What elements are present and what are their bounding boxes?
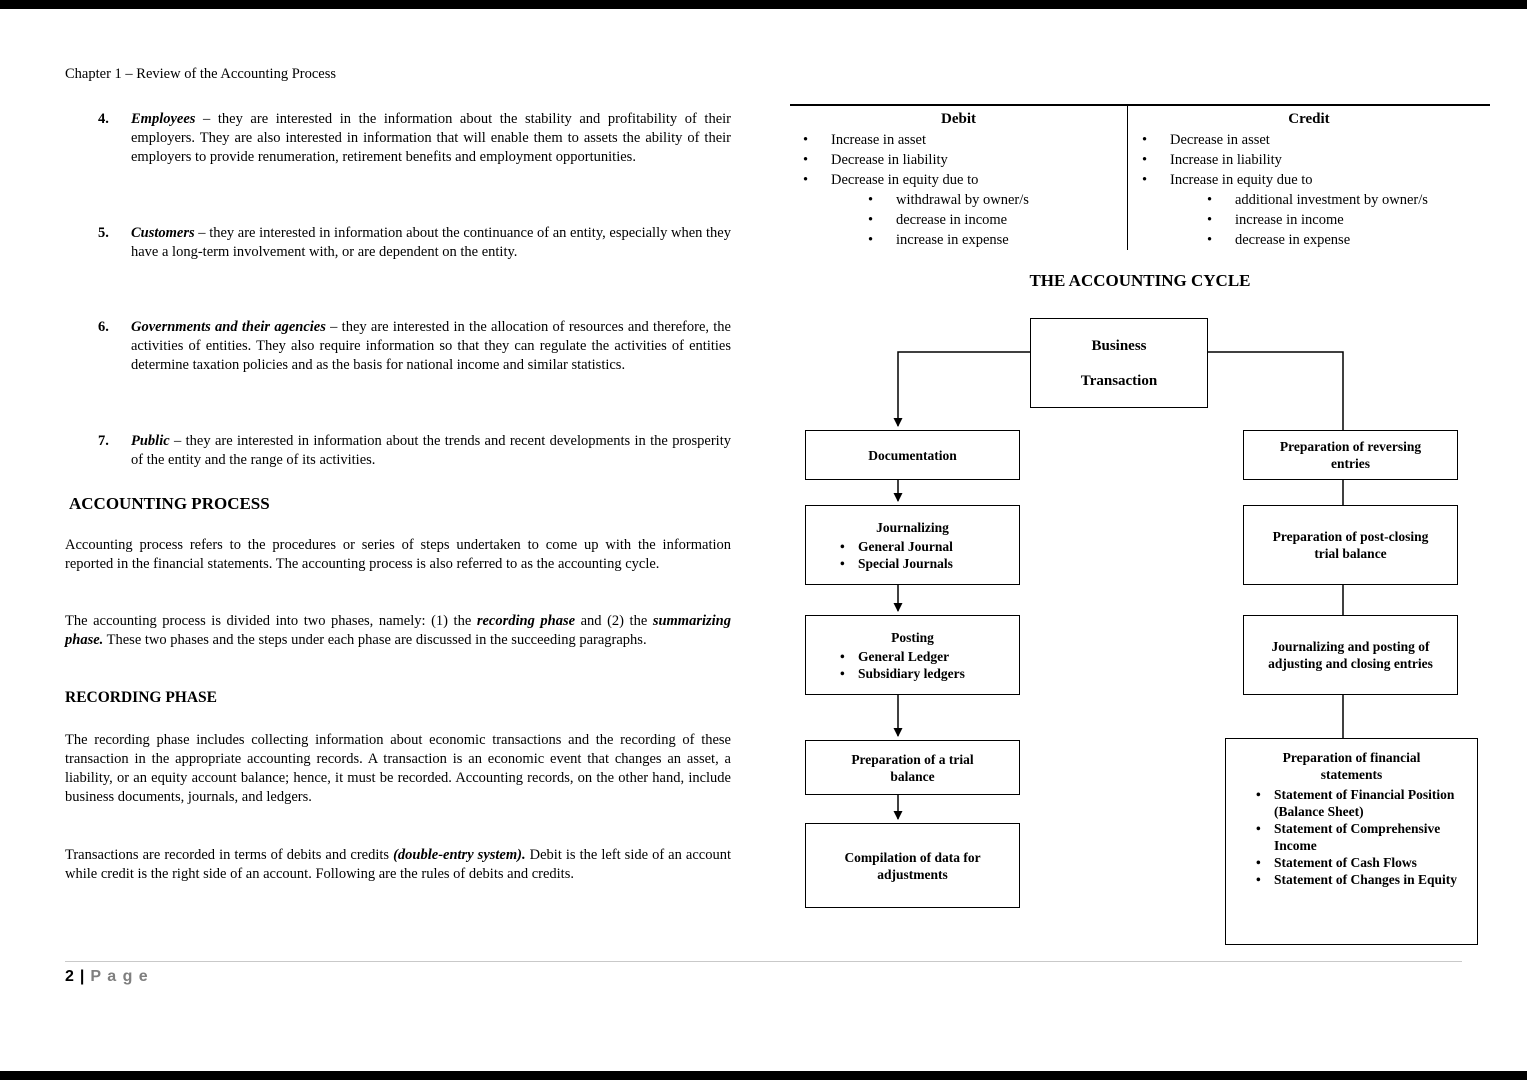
list-number: 6.	[98, 319, 109, 335]
adjusting-closing-label: Journalizing and posting of adjusting and closing entries	[1268, 639, 1433, 671]
credit-subitem-text: • decrease in expense	[1235, 232, 1351, 248]
flow-box-adjusting-closing	[1243, 615, 1458, 695]
debit-subitem	[790, 210, 1127, 230]
debit-item-text: • Decrease in equity due to	[831, 172, 979, 188]
debit-subitem-text: • withdrawal by owner/s	[896, 192, 1029, 208]
debit-item-text: • Decrease in liability	[831, 152, 948, 168]
top-black-bar	[0, 0, 1527, 9]
posting-title: Posting	[891, 629, 934, 645]
para-segment-summarizing-phase: summarizing phase.	[65, 613, 731, 648]
debit-subitem-text: • increase in expense	[896, 232, 1009, 248]
debit-subitem	[790, 230, 1127, 250]
list-text	[131, 110, 731, 167]
page-number-separator: |	[79, 968, 85, 985]
list-number: 7.	[98, 433, 109, 449]
debit-item	[790, 130, 1127, 150]
financial-statements-item-text: • Statement of Comprehensive Income	[1274, 821, 1441, 853]
credit-item-text: • Increase in equity due to	[1170, 172, 1313, 188]
para-segment-double-entry: (double-entry system).	[393, 847, 526, 863]
debit-column	[790, 106, 1128, 250]
credit-item-text: • Decrease in asset	[1170, 132, 1270, 148]
financial-statements-title: Preparation of financial statements	[1282, 750, 1421, 782]
list-body: – they are interested in information about the trends and recent developments in the prosperity of the entity and the range of its activities.	[131, 433, 731, 468]
financial-statements-item	[1256, 820, 1469, 854]
recording-phase-para1: The recording phase includes collecting information about economic transactions and the recording of these transaction in the appropriate accounting records. A transaction is an economic event that changes an asset, a liability, or an equity account balance; hence, it must be recorded. Accounting records, on the other hand, include business documents, journals, and ledgers.	[65, 732, 731, 805]
list-text	[131, 318, 731, 375]
posting-items	[814, 648, 1011, 682]
debit-subitem-text: • decrease in income	[896, 212, 1008, 228]
credit-item-text: • Increase in liability	[1170, 152, 1282, 168]
debit-item	[790, 170, 1127, 190]
credit-subitem-text: • additional investment by owner/s	[1235, 192, 1428, 208]
accounting-process-para2	[65, 612, 731, 650]
list-item-public	[98, 432, 731, 470]
flow-box-post-closing	[1243, 505, 1458, 585]
recording-phase-para2	[65, 846, 731, 884]
accounting-process-heading: ACCOUNTING PROCESS	[69, 494, 270, 513]
credit-item	[1128, 150, 1490, 170]
para-segment: Debit is the left side of an account while credit is the right side of an account. Following are the rules of debits and credits.	[65, 847, 731, 882]
financial-statements-item-text: • Statement of Cash Flows	[1274, 855, 1417, 870]
list-text	[131, 432, 731, 470]
financial-statements-item-text: • Statement of Financial Position (Balance Sheet)	[1274, 787, 1455, 819]
flow-box-compilation	[805, 823, 1020, 908]
post-closing-label: Preparation of post-closing trial balance	[1272, 529, 1429, 561]
financial-statements-item-text: • Statement of Changes in Equity	[1274, 872, 1458, 887]
posting-item	[840, 648, 1011, 665]
credit-subitem	[1128, 230, 1490, 250]
para-segment: These two phases and the steps under each phase are discussed in the succeeding paragraphs.	[103, 632, 647, 648]
recording-phase-heading: RECORDING PHASE	[65, 689, 218, 706]
footer-divider	[65, 961, 1462, 962]
debit-credit-rules-table	[790, 104, 1490, 250]
posting-item-text: • Subsidiary ledgers	[858, 665, 965, 681]
journalizing-items	[814, 538, 1011, 572]
journalizing-item-text: • Special Journals	[858, 555, 953, 571]
credit-subitem	[1128, 190, 1490, 210]
list-body: – they are interested in the allocation of resources and therefore, the activities of entities. They also require information so that they can regulate the activities of entities determine taxation policies and as the basis for national income and similar statistics.	[131, 319, 731, 373]
debit-item	[790, 150, 1127, 170]
list-number: 4.	[98, 111, 109, 127]
financial-statements-item	[1256, 786, 1469, 820]
list-body: – they are interested in the information about the stability and profitability of their employers. They are also interested in information that will enable them to assets the ability of their employers to provide renumeration, retirement benefits and employment opportunities.	[131, 111, 731, 165]
credit-item	[1128, 130, 1490, 150]
business-transaction-line2: Transaction	[1080, 372, 1158, 389]
page-footer	[65, 968, 149, 986]
financial-statements-items	[1234, 786, 1469, 888]
flow-box-trial-balance	[805, 740, 1020, 795]
debit-item-text: • Increase in asset	[831, 132, 927, 148]
bottom-black-bar	[0, 1071, 1527, 1080]
list-term: Customers	[131, 225, 195, 241]
credit-item	[1128, 170, 1490, 190]
debit-header: Debit	[941, 111, 976, 127]
documentation-label: Documentation	[868, 447, 957, 463]
flow-box-documentation	[805, 430, 1020, 480]
credit-subitem	[1128, 210, 1490, 230]
list-term: Employees	[131, 111, 196, 127]
list-term: Public	[131, 433, 170, 449]
page-number: 2	[65, 968, 74, 985]
flow-box-reversing-entries	[1243, 430, 1458, 480]
para-segment-recording-phase: recording phase	[476, 613, 576, 629]
journalizing-item	[840, 555, 1011, 572]
para-segment: Transactions are recorded in terms of debits and credits	[65, 847, 394, 863]
chapter-header: Chapter 1 – Review of the Accounting Process	[65, 66, 337, 82]
journalizing-item-text: • General Journal	[858, 538, 953, 554]
financial-statements-item	[1256, 854, 1469, 871]
business-transaction-line1: Business	[1091, 337, 1147, 354]
debit-subitem	[790, 190, 1127, 210]
compilation-label: Compilation of data for adjustments	[844, 849, 981, 882]
list-number: 5.	[98, 225, 109, 241]
para-segment: The accounting process is divided into two phases, namely: (1) the	[65, 613, 477, 629]
flow-box-posting	[805, 615, 1020, 695]
page-label: P a g e	[90, 968, 149, 985]
credit-subitem-text: • increase in income	[1235, 212, 1344, 228]
flow-box-business-transaction	[1030, 318, 1208, 408]
posting-item	[840, 665, 1011, 682]
list-item-customers	[98, 224, 731, 262]
journalizing-title: Journalizing	[876, 519, 949, 535]
accounting-process-para1: Accounting process refers to the procedures or series of steps undertaken to come up with the information reported in the financial statements. The accounting process is also referred to as the accounting cycle.	[65, 537, 731, 572]
list-text	[131, 224, 731, 262]
credit-column	[1128, 106, 1490, 250]
list-item-employees	[98, 110, 731, 167]
flow-box-journalizing	[805, 505, 1020, 585]
list-term: Governments and their agencies	[131, 319, 326, 335]
accounting-cycle-title: THE ACCOUNTING CYCLE	[1029, 271, 1251, 290]
credit-header: Credit	[1288, 111, 1330, 127]
para-segment: and (2) the	[575, 613, 653, 629]
list-body: – they are interested in information about the continuance of an entity, especially when they have a long-term involvement with, or are dependent on the entity.	[131, 225, 731, 260]
reversing-entries-label: Preparation of reversing entries	[1279, 439, 1422, 471]
financial-statements-item	[1256, 871, 1469, 888]
journalizing-item	[840, 538, 1011, 555]
list-item-governments	[98, 318, 731, 375]
posting-item-text: • General Ledger	[858, 648, 950, 664]
flow-box-financial-statements	[1225, 738, 1478, 945]
trial-balance-label: Preparation of a trial balance	[851, 751, 974, 784]
